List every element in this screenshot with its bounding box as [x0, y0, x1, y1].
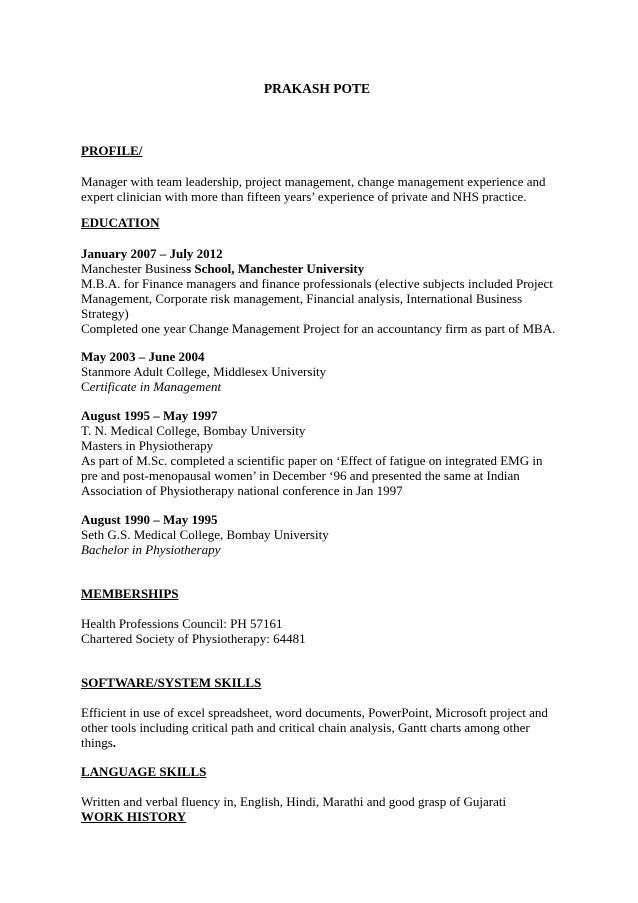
profile-text	[81, 174, 581, 204]
entry-institution: Seth G.S. Medical College, Bombay University	[81, 527, 329, 542]
entry-detail-line: Strategy)	[81, 306, 129, 321]
profile-heading: PROFILE/	[81, 143, 143, 158]
software-text	[81, 705, 581, 750]
education-entry-certificate	[81, 349, 581, 394]
software-heading: SOFTWARE/SYSTEM SKILLS	[81, 675, 262, 690]
language-line: Written and verbal fluency in, English, Hindi, Marathi and good grasp of Gujarati	[81, 794, 507, 809]
entry-dates: August 1995 – May 1997	[81, 408, 218, 423]
memberships-heading: MEMBERSHIPS	[81, 586, 179, 601]
entry-dates: January 2007 – July 2012	[81, 246, 223, 261]
education-entry-masters	[81, 408, 581, 498]
software-line: other tools including critical path and critical chain analysis, Gantt charts among other	[81, 720, 530, 735]
membership-item: Health Professions Council: PH 57161	[81, 616, 283, 631]
education-entry-bachelor	[81, 512, 581, 557]
entry-detail-line: pre and post-menopausal women’ in December ‘96 and presented the same at Indian	[81, 468, 520, 483]
profile-line: Manager with team leadership, project management, change management experience and	[81, 174, 546, 189]
entry-detail-line: Completed one year Change Management Project for an accountancy firm as part of MBA.	[81, 321, 556, 336]
software-line: Efficient in use of excel spreadsheet, word documents, PowerPoint, Microsoft project and	[81, 705, 548, 720]
memberships-list	[81, 616, 581, 646]
entry-qualification: Bachelor in Physiotherapy	[81, 542, 221, 557]
software-line: things.	[81, 735, 117, 750]
entry-institution: Manchester Business School, Manchester University	[81, 261, 365, 276]
profile-line: expert clinician with more than fifteen years’ experience of private and NHS practice.	[81, 189, 527, 204]
entry-detail-line: Management, Corporate risk management, Financial analysis, International Business	[81, 291, 523, 306]
entry-institution: Stanmore Adult College, Middlesex University	[81, 364, 327, 379]
entry-detail-line: Masters in Physiotherapy	[81, 438, 214, 453]
work-history-heading: WORK HISTORY	[81, 809, 187, 824]
candidate-name: PRAKASH POTE	[263, 81, 371, 96]
entry-detail-line: As part of M.Sc. completed a scientific paper on ‘Effect of fatigue on integrated EMG in	[81, 453, 543, 468]
education-heading: EDUCATION	[81, 215, 160, 230]
education-entry-mba	[81, 246, 581, 336]
entry-dates: August 1990 – May 1995	[81, 512, 218, 527]
entry-detail-line: M.B.A. for Finance managers and finance professionals (elective subjects included Project	[81, 276, 553, 291]
membership-item: Chartered Society of Physiotherapy: 64481	[81, 631, 306, 646]
entry-dates: May 2003 – June 2004	[81, 349, 205, 364]
entry-institution: T. N. Medical College, Bombay University	[81, 423, 306, 438]
language-text	[81, 794, 581, 809]
entry-qualification: Certificate in Management	[81, 379, 222, 394]
language-heading: LANGUAGE SKILLS	[81, 764, 207, 779]
entry-detail-line: Association of Physiotherapy national conference in Jan 1997	[81, 483, 403, 498]
